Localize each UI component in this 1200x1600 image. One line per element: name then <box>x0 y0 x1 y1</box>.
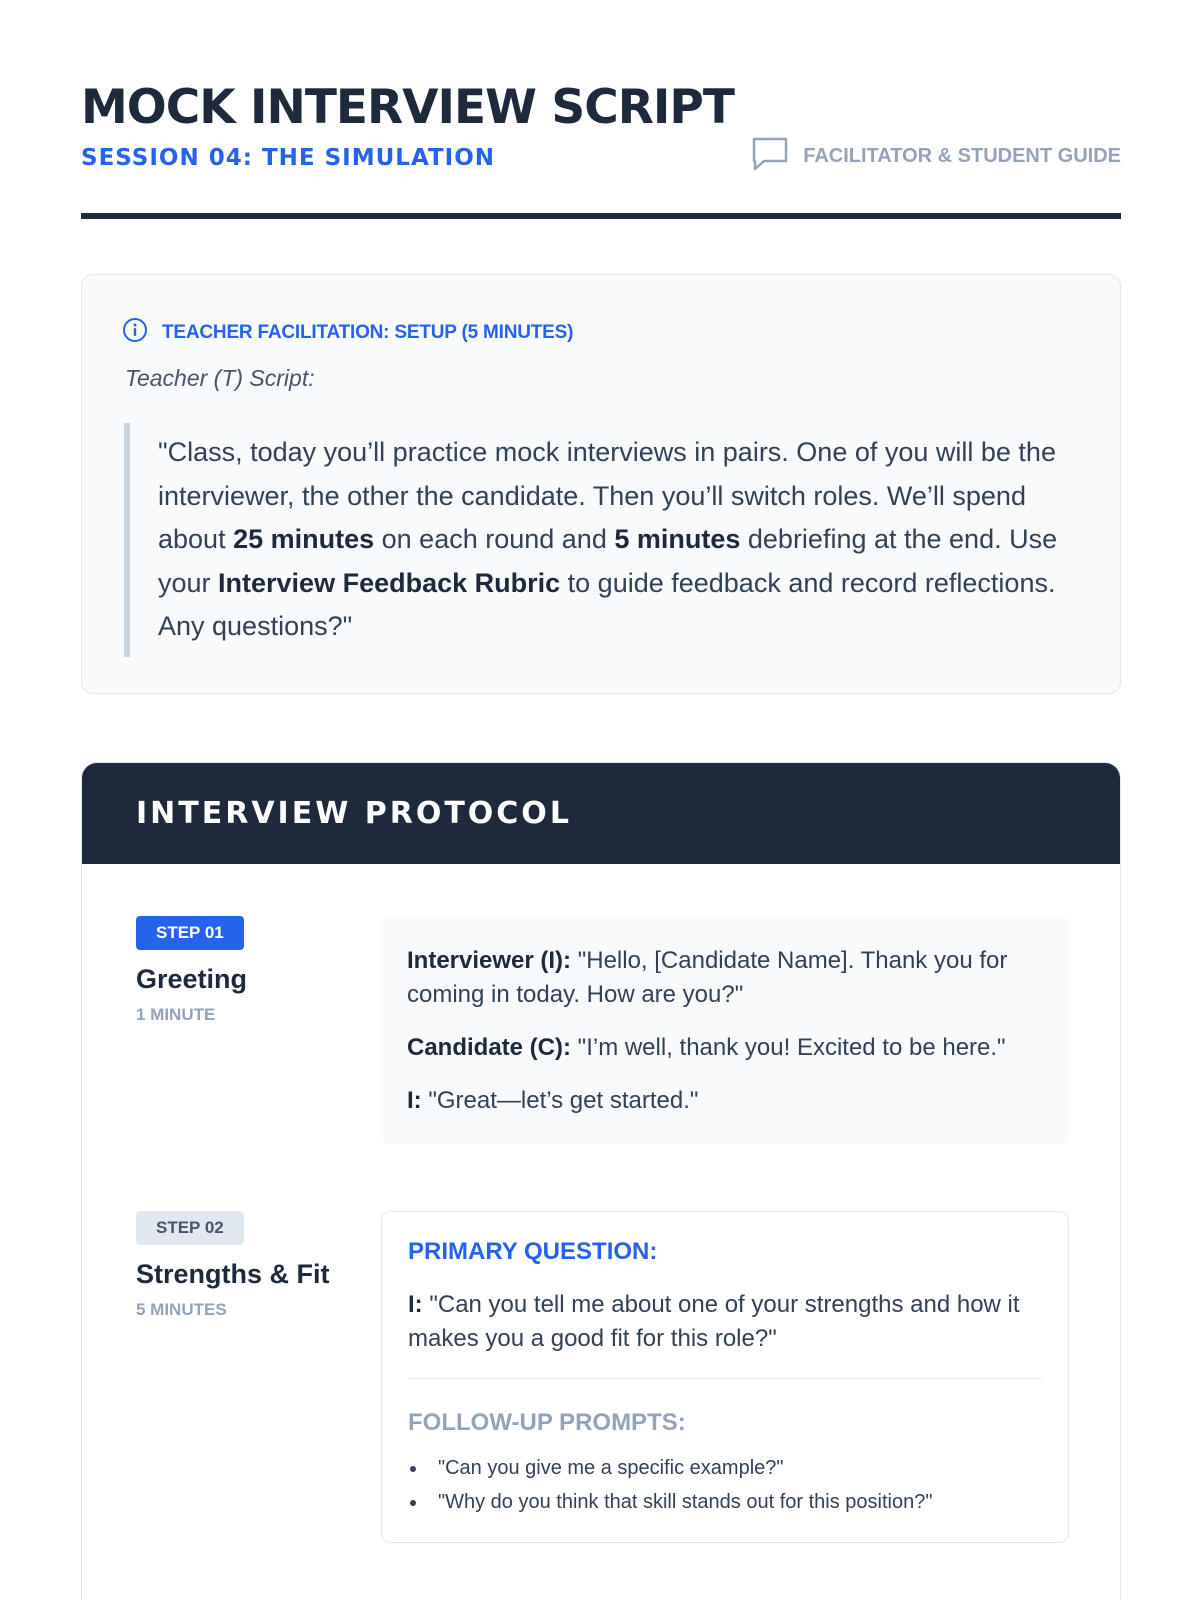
speaker-label: I: <box>408 1291 423 1318</box>
dialogue-text: "Hello, [Candidate Name]. Thank you for coming in today. How are you?" <box>407 947 1008 1008</box>
quote-text: to guide feedback and record reflections. Any questions?" <box>158 567 1056 641</box>
teacher-script-quote <box>124 423 1072 657</box>
step-02-questions <box>381 1211 1069 1543</box>
dialogue-line <box>407 944 1043 1012</box>
guide-tag <box>751 136 1121 177</box>
speaker-label: I: <box>407 1087 422 1114</box>
primary-question-label: PRIMARY QUESTION: <box>408 1238 658 1265</box>
dialogue-text: "Great—let’s get started." <box>421 1087 699 1114</box>
step-name: Greeting <box>136 964 248 994</box>
question-text: "Can you tell me about one of your strengths and how it makes you a good fit for this role?" <box>408 1291 1020 1352</box>
primary-question <box>408 1288 1042 1356</box>
list-item: "Can you give me a specific example?" <box>408 1451 1042 1485</box>
quote-emphasis: Interview Feedback Rubric <box>218 567 561 598</box>
speaker-label: Interviewer (I): <box>407 947 572 974</box>
speaker-label: Candidate (C): <box>407 1034 571 1061</box>
step-duration: 5 MINUTES <box>136 1300 227 1319</box>
step-badge: STEP 02 <box>136 1211 244 1245</box>
followup-list <box>408 1451 1042 1519</box>
setup-title: TEACHER FACILITATION: SETUP (5 MINUTES) <box>162 321 574 343</box>
step-duration: 1 MINUTE <box>136 1005 216 1024</box>
quote-text: "Class, today you’ll practice mock interviews in pairs. One of you will be the interviewer, the other the candidate. Then you’ll switch roles. We’ll spend about <box>158 437 1056 554</box>
dialogue-line <box>407 1031 1043 1065</box>
step-badge: STEP 01 <box>136 916 244 950</box>
script-label: Teacher (T) Script: <box>125 365 315 391</box>
setup-card <box>81 274 1121 694</box>
page-header <box>81 78 1121 218</box>
step-02-info <box>136 1211 330 1320</box>
quote-emphasis: 25 minutes <box>233 524 375 554</box>
info-icon <box>122 317 148 348</box>
setup-heading <box>122 317 573 348</box>
quote-emphasis: 5 minutes <box>614 524 741 554</box>
list-item: "Why do you think that skill stands out for this position?" <box>408 1485 1042 1519</box>
panel-divider <box>408 1378 1042 1379</box>
interview-protocol-section <box>81 762 1121 1600</box>
dialogue-text: "I’m well, thank you! Excited to be here." <box>571 1034 1006 1061</box>
session-subtitle: SESSION 04: THE SIMULATION <box>81 145 496 171</box>
step-name: Strengths & Fit <box>136 1259 330 1289</box>
quote-text: debriefing at the end. Use your <box>158 524 1058 598</box>
quote-text: on each round and <box>374 524 615 554</box>
protocol-title: INTERVIEW PROTOCOL <box>136 796 572 831</box>
header-divider <box>81 213 1121 219</box>
dialogue-line <box>407 1084 1043 1118</box>
protocol-header <box>82 763 1120 864</box>
followup-label: FOLLOW-UP PROMPTS: <box>408 1409 686 1436</box>
guide-label: FACILITATOR & STUDENT GUIDE <box>803 145 1121 167</box>
chat-bubble-icon <box>751 136 789 177</box>
page-title: MOCK INTERVIEW SCRIPT <box>81 80 734 135</box>
step-01-dialogue <box>381 916 1069 1144</box>
step-01-info <box>136 916 247 1025</box>
